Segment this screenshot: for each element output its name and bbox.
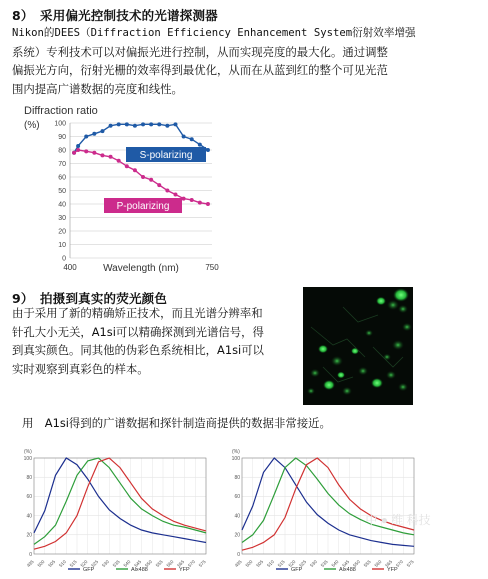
y-tick-label: 10 bbox=[58, 242, 66, 249]
legend-label: Alx488 bbox=[131, 567, 148, 573]
data-point bbox=[141, 175, 145, 179]
data-point bbox=[117, 122, 121, 126]
data-point bbox=[76, 148, 80, 152]
data-point bbox=[182, 197, 186, 201]
data-point bbox=[133, 124, 137, 128]
x-tick-label: 570 bbox=[394, 559, 404, 569]
section9-line-1: 由于采用了新的精确矫正技术，而且光谱分辨率和 bbox=[12, 306, 263, 320]
spectra-ylabel: (%) bbox=[232, 449, 240, 455]
x-tick-label: 560 bbox=[373, 559, 383, 569]
section8-line-2: 系统）专利技术可以对偏振光进行控制，从而实现亮度的最大化。通过调整 bbox=[12, 44, 388, 59]
x-tick-label: 530 bbox=[100, 559, 110, 569]
cell-blob bbox=[393, 288, 409, 302]
y-tick-label: 100 bbox=[54, 120, 66, 128]
cell-blob bbox=[331, 356, 343, 366]
cell-blob bbox=[383, 354, 391, 361]
data-point bbox=[133, 168, 137, 172]
data-point bbox=[173, 193, 177, 197]
section8-line-4: 围内提高广谱数据的亮度和线性。 bbox=[12, 81, 183, 96]
legend-label: YFP bbox=[179, 567, 190, 573]
x-tick-label: 565 bbox=[176, 559, 186, 569]
cell-blob bbox=[342, 387, 352, 396]
cell-blob bbox=[323, 380, 335, 390]
x-tick-label: 515 bbox=[68, 559, 78, 569]
cell-blob bbox=[402, 323, 412, 332]
comparison-caption: 用 A1si得到的广谱数据和探针制造商提供的数据非常接近。 bbox=[22, 416, 331, 430]
data-point bbox=[149, 122, 153, 126]
data-point bbox=[109, 124, 113, 128]
x-tick-label: 550 bbox=[351, 559, 361, 569]
spectra-charts bbox=[18, 446, 470, 576]
section9-paragraph bbox=[12, 304, 297, 378]
data-point bbox=[100, 129, 104, 133]
data-point bbox=[92, 132, 96, 136]
y-tick-label: 20 bbox=[58, 228, 66, 236]
cell-blob bbox=[371, 378, 383, 388]
y-tick-label: 40 bbox=[26, 513, 32, 520]
cell-blob bbox=[351, 348, 359, 355]
data-point bbox=[190, 137, 194, 141]
diffraction-chart bbox=[22, 100, 232, 278]
x-tick-label: 535 bbox=[319, 559, 329, 569]
y-tick-label: 80 bbox=[26, 475, 32, 481]
data-point bbox=[206, 148, 210, 152]
legend-label: YFP bbox=[387, 567, 398, 573]
diffraction-chart-xlabel: Wavelength (nm) bbox=[103, 263, 179, 274]
y-tick-label: 0 bbox=[237, 551, 240, 558]
x-tick-label: 570 bbox=[186, 559, 196, 569]
y-tick-label: 80 bbox=[58, 147, 66, 155]
x-tick-label: 575 bbox=[405, 559, 415, 569]
legend-label: GFP bbox=[83, 567, 95, 573]
cell-blob bbox=[318, 345, 328, 354]
x-tick-label: 535 bbox=[111, 559, 121, 569]
x-tick-label: 510 bbox=[57, 559, 67, 569]
x-tick-label: 545 bbox=[341, 559, 351, 569]
cell-blob bbox=[387, 300, 399, 310]
cell-blob bbox=[337, 372, 345, 379]
p-polarizing-label: P-polarizing bbox=[116, 201, 170, 212]
data-point bbox=[198, 143, 202, 147]
legend-label: Alx488 bbox=[339, 567, 356, 573]
x-tick-label: 495 bbox=[25, 559, 35, 569]
x-tick-label: 565 bbox=[384, 559, 394, 569]
y-tick-label: 70 bbox=[58, 161, 66, 168]
x-tick-label: 520 bbox=[79, 559, 89, 569]
data-point bbox=[190, 198, 194, 202]
y-tick-label: 50 bbox=[58, 188, 66, 195]
data-point bbox=[72, 151, 76, 155]
data-point bbox=[165, 189, 169, 193]
data-point bbox=[100, 153, 104, 157]
y-tick-label: 100 bbox=[23, 455, 32, 462]
data-point bbox=[165, 124, 169, 128]
section8-line-3: 偏振光方向，衍射光栅的效率得到最优化，从而在从蓝到红的整个可见光范 bbox=[12, 63, 388, 77]
spectra-ylabel: (%) bbox=[24, 449, 32, 455]
data-point bbox=[109, 155, 113, 159]
x-tick-label: 520 bbox=[287, 559, 297, 569]
x-tick-label: 540 bbox=[122, 559, 132, 569]
data-point bbox=[149, 178, 153, 182]
x-tick-label: 540 bbox=[330, 559, 340, 569]
data-point bbox=[117, 159, 121, 163]
data-point bbox=[125, 122, 129, 126]
y-tick-label: 20 bbox=[234, 532, 240, 539]
x-tick-750: 750 bbox=[205, 263, 219, 272]
data-point bbox=[76, 144, 80, 148]
x-tick-label: 555 bbox=[362, 559, 372, 569]
diffraction-chart-ylabel: (%) bbox=[24, 120, 40, 131]
section8-paragraph bbox=[12, 24, 482, 98]
x-tick-label: 555 bbox=[154, 559, 164, 569]
y-tick-label: 30 bbox=[58, 215, 66, 222]
section9-line-2: 针孔大小无关，A1si可以精确探测到光谱信号，得 bbox=[12, 324, 264, 339]
y-tick-label: 60 bbox=[234, 494, 240, 501]
section8-title: 8） 采用偏光控制技术的光谱探测器 bbox=[12, 8, 218, 23]
cell-blob bbox=[398, 383, 408, 392]
legend-label: GFP bbox=[291, 567, 303, 573]
y-tick-label: 60 bbox=[58, 174, 66, 182]
x-tick-label: 560 bbox=[165, 559, 175, 569]
data-point bbox=[206, 202, 210, 206]
cell-blob bbox=[376, 297, 386, 306]
x-tick-label: 525 bbox=[298, 559, 308, 569]
x-tick-400: 400 bbox=[63, 263, 77, 272]
x-tick-label: 530 bbox=[308, 559, 318, 569]
x-tick-label: 505 bbox=[255, 559, 265, 569]
y-tick-label: 80 bbox=[234, 475, 240, 481]
y-tick-label: 40 bbox=[58, 201, 66, 209]
data-point bbox=[157, 122, 161, 126]
data-point bbox=[84, 149, 88, 153]
x-tick-label: 500 bbox=[36, 559, 46, 569]
x-tick-label: 505 bbox=[47, 559, 57, 569]
y-tick-label: 0 bbox=[62, 255, 66, 263]
cell-blob bbox=[398, 305, 408, 314]
x-tick-label: 515 bbox=[276, 559, 286, 569]
section9-line-4: 实时观察到真彩色的样本。 bbox=[12, 361, 149, 376]
data-point bbox=[125, 164, 129, 168]
cell-blob bbox=[365, 330, 373, 337]
section9-title: 9） 拍摄到真实的荧光颜色 bbox=[12, 291, 168, 306]
y-tick-label: 0 bbox=[29, 551, 32, 558]
cell-blob bbox=[307, 388, 315, 395]
data-point bbox=[92, 151, 96, 155]
y-tick-label: 20 bbox=[26, 532, 32, 539]
y-tick-label: 90 bbox=[58, 134, 66, 141]
cell-blob bbox=[392, 340, 404, 350]
section9-line-3: 到真实颜色。同其他的伪彩色系统相比，A1si可以 bbox=[12, 343, 264, 357]
cell-blob bbox=[386, 371, 396, 380]
y-tick-label: 40 bbox=[234, 513, 240, 520]
diffraction-chart-title: Diffraction ratio bbox=[24, 105, 98, 117]
data-point bbox=[157, 183, 161, 187]
x-tick-label: 545 bbox=[133, 559, 143, 569]
y-tick-label: 100 bbox=[231, 455, 240, 462]
data-point bbox=[198, 201, 202, 205]
data-point bbox=[84, 135, 88, 139]
watermark: 中 ● 维 科技 bbox=[365, 513, 431, 527]
cell-blob bbox=[310, 369, 320, 378]
x-tick-label: 495 bbox=[233, 559, 243, 569]
s-polarizing-label: S-polarizing bbox=[139, 150, 193, 161]
section8-line-1: Nikon的DEES（Diffraction Efficiency Enhancement System衍射效率增强 bbox=[12, 27, 416, 39]
x-tick-label: 550 bbox=[143, 559, 153, 569]
x-tick-label: 510 bbox=[265, 559, 275, 569]
x-tick-label: 575 bbox=[197, 559, 207, 569]
fluorescence-image bbox=[303, 287, 413, 405]
cell-blob bbox=[358, 367, 368, 376]
data-point bbox=[173, 122, 177, 126]
y-tick-label: 60 bbox=[26, 494, 32, 501]
data-point bbox=[141, 122, 145, 126]
x-tick-label: 500 bbox=[244, 559, 254, 569]
data-point bbox=[182, 135, 186, 139]
x-tick-label: 525 bbox=[90, 559, 100, 569]
